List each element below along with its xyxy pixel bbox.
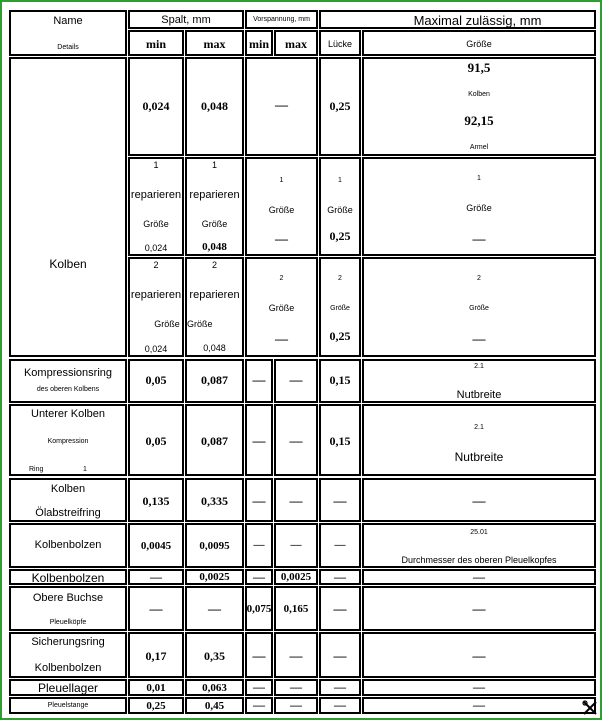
kolben-r2-vor-cell	[245, 157, 318, 256]
sich-luecke: —	[333, 648, 347, 663]
kolben-r1-min-cell	[128, 57, 184, 156]
oel-luecke-cell	[319, 478, 361, 522]
kolben-r3-max-cell	[185, 257, 244, 357]
oel-vmax: —	[289, 493, 303, 508]
sich-luecke-cell	[319, 632, 361, 678]
stange-groesse: —	[473, 698, 485, 712]
header-min: min	[145, 37, 166, 51]
bolzen2-luecke-cell	[319, 569, 361, 585]
header-details: Details	[57, 44, 79, 51]
kolben-r3-vor-cell	[245, 257, 318, 357]
stange-vmin: —	[253, 698, 265, 712]
unter-name: Unterer Kolben	[31, 408, 105, 420]
kolben-r1-max-cell	[185, 57, 244, 156]
stange-luecke: —	[334, 698, 346, 712]
komp-max: 0,087	[201, 373, 228, 387]
bolzen1-vmax-cell	[274, 523, 318, 568]
tools-icon	[582, 700, 598, 716]
bolzen1-vmin: —	[253, 539, 265, 551]
unter-name-ring: Ring	[29, 466, 44, 473]
pleuel-min: 0,01	[146, 682, 166, 694]
kolben-r3-max-n: 2	[211, 260, 217, 270]
oel-name-sub: Ölabstreifring	[35, 507, 101, 519]
buchse-max: —	[208, 601, 221, 616]
kolben-r2-groesse-cell	[362, 157, 596, 256]
bolzen2-min-cell	[128, 569, 184, 585]
kolben-r3-g-n: 2	[477, 275, 481, 282]
stange-vmax-cell	[274, 697, 318, 714]
kolben-r2-min-cell	[128, 157, 184, 256]
unter-luecke-cell	[319, 404, 361, 476]
kolben-r1-luecke: 0,25	[329, 99, 351, 113]
bolzen2-luecke: —	[334, 570, 346, 584]
kolben-r3-min-a: reparieren	[130, 289, 182, 301]
kolben-r3-luecke-cell	[319, 257, 361, 357]
pleuel-luecke-cell	[319, 679, 361, 696]
buchse-groesse: —	[472, 601, 486, 616]
stange-luecke-cell	[319, 697, 361, 714]
pleuel-vmax: —	[290, 680, 302, 694]
kolben-r1-g1-label: Kolben	[468, 91, 490, 98]
stange-groesse-cell	[362, 697, 596, 714]
bolzen1-min-cell	[128, 523, 184, 568]
oel-name-cell	[9, 478, 127, 522]
bolzen2-vmin: —	[253, 570, 265, 584]
sich-groesse: —	[472, 648, 486, 663]
pleuel-luecke: —	[334, 680, 346, 694]
kolben-r3-vor-a: Größe	[268, 303, 295, 313]
unter-min-cell	[128, 404, 184, 476]
bolzen2-name: Kolbenbolzen	[31, 571, 105, 585]
stange-max-cell	[185, 697, 244, 714]
kolben-r3-min-n: 2	[153, 260, 159, 270]
pleuel-name: Pleuellager	[37, 681, 99, 695]
unter-vmin: —	[252, 433, 266, 448]
bolzen1-name-cell	[9, 523, 127, 568]
buchse-vmin: 0,075	[246, 603, 272, 615]
kolben-r3-g-a: Größe	[469, 305, 489, 312]
header-name: Name	[53, 15, 83, 27]
kolben-r1-vor: —	[275, 97, 288, 112]
unter-vmin-cell	[245, 404, 273, 476]
kolben-r1-min: 0,024	[142, 99, 170, 113]
komp-name: Kompressionsring	[23, 367, 113, 379]
unter-name-number: 1	[83, 466, 87, 473]
unter-vmax-cell	[274, 404, 318, 476]
header-maximal-cell	[319, 10, 596, 29]
kolben-r2-max-cell	[185, 157, 244, 256]
oel-max-cell	[185, 478, 244, 522]
kolben-r2-g-a: Größe	[466, 203, 492, 213]
bolzen1-min: 0,0045	[140, 540, 172, 552]
header-min-cell	[128, 30, 184, 56]
oel-luecke: —	[333, 493, 347, 508]
sich-name-sub: Kolbenbolzen	[34, 662, 102, 674]
komp-vmax: —	[289, 372, 303, 387]
komp-name-sub: des oberen Kolbens	[36, 386, 100, 393]
sich-max-cell	[185, 632, 244, 678]
kolben-r2-vor-n: 1	[279, 177, 284, 184]
kolben-name-cell	[9, 57, 127, 357]
kolben-r2-min-b: Größe	[143, 219, 169, 229]
bolzen2-vmin-cell	[245, 569, 273, 585]
bolzen2-max-cell	[185, 569, 244, 585]
komp-min-cell	[128, 359, 184, 403]
header-max2-cell	[274, 30, 318, 56]
kolben-r2-min-a: reparieren	[130, 189, 182, 201]
header-vorspannung-cell	[245, 10, 318, 29]
sich-min-cell	[128, 632, 184, 678]
stange-min: 0,25	[146, 700, 166, 712]
bolzen1-luecke-cell	[319, 523, 361, 568]
stange-name-cell	[9, 697, 127, 714]
bolzen1-g1: 25.01	[470, 529, 488, 536]
bolzen2-max: 0,0025	[199, 571, 230, 583]
kolben-r2-luecke-cell	[319, 157, 361, 256]
header-min2: min	[248, 37, 269, 51]
stange-vmax: —	[290, 698, 302, 712]
header-spalt-cell	[128, 10, 244, 29]
oel-groesse-cell	[362, 478, 596, 522]
unter-groesse-cell	[362, 404, 596, 476]
komp-groesse-cell	[362, 359, 596, 403]
kolben-r3-max-v: 0,048	[203, 343, 226, 353]
bolzen1-g2: Durchmesser des oberen Pleuelkopfes	[401, 555, 557, 565]
header-luecke-cell	[319, 30, 361, 56]
komp-name-cell	[9, 359, 127, 403]
buchse-name-sub: Pleuelköpfe	[49, 619, 87, 626]
buchse-name: Obere Buchse	[32, 592, 104, 604]
kolben-name: Kolben	[49, 257, 87, 271]
buchse-vmin-cell	[245, 586, 273, 631]
kolben-r3-lu-a: Größe	[330, 305, 350, 312]
kolben-r3-min-cell	[128, 257, 184, 357]
pleuel-vmax-cell	[274, 679, 318, 696]
komp-vmin: —	[252, 372, 266, 387]
sich-min: 0,17	[145, 649, 167, 663]
unter-max: 0,087	[201, 434, 228, 448]
sich-vmax-cell	[274, 632, 318, 678]
kolben-r1-g1: 91,5	[467, 60, 491, 75]
kolben-r3-vor-n: 2	[279, 275, 284, 282]
oel-vmin: —	[252, 493, 266, 508]
komp-vmax-cell	[274, 359, 318, 403]
header-maximal: Maximal zulässig, mm	[413, 13, 542, 28]
kolben-r2-lu-a: Größe	[327, 205, 353, 215]
header-min2-cell	[245, 30, 273, 56]
buchse-min-cell	[128, 586, 184, 631]
kolben-r3-min-b: Größe	[154, 319, 180, 329]
bolzen2-vmax-cell	[274, 569, 318, 585]
header-luecke: Lücke	[327, 39, 353, 49]
kolben-r2-min-v: 0,024	[144, 243, 168, 253]
komp-luecke-cell	[319, 359, 361, 403]
komp-max-cell	[185, 359, 244, 403]
kolben-r1-vor-cell	[245, 57, 318, 156]
header-groesse-cell	[362, 30, 596, 56]
sich-groesse-cell	[362, 632, 596, 678]
stange-vmin-cell	[245, 697, 273, 714]
oel-min: 0,135	[142, 494, 170, 508]
kolben-r2-lu-n: 1	[338, 177, 342, 184]
kolben-r3-groesse-cell	[362, 257, 596, 357]
bolzen2-groesse-cell	[362, 569, 596, 585]
pleuel-groesse-cell	[362, 679, 596, 696]
kolben-r3-g-v: —	[472, 331, 486, 346]
oel-min-cell	[128, 478, 184, 522]
kolben-r3-lu-v: 0,25	[329, 329, 351, 343]
kolben-r1-g2-label: Armel	[469, 144, 489, 151]
unter-min: 0,05	[145, 434, 167, 448]
unter-vmax: —	[289, 433, 303, 448]
komp-g1: 2.1	[474, 363, 484, 370]
bolzen1-name: Kolbenbolzen	[34, 539, 102, 551]
buchse-luecke: —	[333, 601, 347, 616]
kolben-r1-groesse-cell	[362, 57, 596, 156]
buchse-name-cell	[9, 586, 127, 631]
sich-vmax: —	[289, 648, 303, 663]
bolzen1-vmax: —	[290, 539, 302, 551]
kolben-r2-g-v: —	[472, 231, 486, 246]
komp-min: 0,05	[145, 373, 167, 387]
bolzen1-groesse-cell	[362, 523, 596, 568]
oel-vmin-cell	[245, 478, 273, 522]
kolben-r1-g2: 92,15	[464, 113, 494, 128]
buchse-vmax-cell	[274, 586, 318, 631]
kolben-r2-max-a: reparieren	[189, 189, 240, 201]
unter-name-cell	[9, 404, 127, 476]
bolzen2-name-cell	[9, 569, 127, 585]
header-max: max	[203, 37, 226, 51]
bolzen2-min: —	[150, 570, 162, 584]
kolben-r2-vor-a: Größe	[268, 205, 295, 215]
bolzen1-vmin-cell	[245, 523, 273, 568]
sich-vmin: —	[252, 648, 266, 663]
sich-name: Sicherungsring	[31, 636, 105, 648]
oel-groesse: —	[472, 493, 486, 508]
header-max-cell	[185, 30, 244, 56]
bolzen1-luecke: —	[334, 539, 346, 551]
sich-max: 0,35	[204, 649, 225, 663]
kolben-r2-min-n: 1	[153, 160, 159, 170]
pleuel-max: 0,063	[202, 682, 227, 694]
unter-max-cell	[185, 404, 244, 476]
buchse-vmax: 0,165	[283, 603, 309, 615]
unter-name-sub: Kompression	[47, 438, 89, 445]
bolzen2-groesse: —	[473, 570, 485, 584]
kolben-r2-lu-v: 0,25	[329, 229, 351, 243]
buchse-min: —	[149, 601, 163, 616]
bolzen2-vmax: 0,0025	[280, 571, 312, 583]
kolben-r2-max-b: Größe	[201, 219, 228, 229]
header-spalt: Spalt, mm	[161, 14, 211, 26]
bolzen1-max-cell	[185, 523, 244, 568]
komp-vmin-cell	[245, 359, 273, 403]
bolzen1-max: 0,0095	[199, 540, 230, 552]
kolben-r2-g-n: 1	[477, 175, 481, 182]
pleuel-max-cell	[185, 679, 244, 696]
stange-max: 0,45	[204, 700, 225, 712]
kolben-r3-max-a: reparieren	[189, 289, 240, 301]
header-name-cell	[9, 10, 127, 56]
komp-luecke: 0,15	[329, 373, 351, 387]
header-vorspannung: Vorspannung, mm	[253, 16, 310, 23]
buchse-groesse-cell	[362, 586, 596, 631]
kolben-r3-vor-v: —	[275, 331, 288, 346]
buchse-luecke-cell	[319, 586, 361, 631]
pleuel-vmin: —	[253, 680, 265, 694]
kolben-r2-vor-v: —	[275, 231, 288, 246]
komp-g2: Nutbreite	[456, 389, 502, 401]
header-max2: max	[285, 37, 307, 51]
oel-vmax-cell	[274, 478, 318, 522]
sich-name-cell	[9, 632, 127, 678]
pleuel-groesse: —	[473, 680, 485, 694]
kolben-r3-max-b: Größe	[187, 319, 213, 329]
oel-max: 0,335	[201, 494, 228, 508]
pleuel-name-cell	[9, 679, 127, 696]
header-groesse: Größe	[466, 39, 492, 49]
kolben-r3-lu-n: 2	[338, 275, 342, 282]
kolben-r1-luecke-cell	[319, 57, 361, 156]
unter-luecke: 0,15	[329, 434, 351, 448]
sich-vmin-cell	[245, 632, 273, 678]
kolben-r2-max-n: 1	[211, 160, 217, 170]
pleuel-vmin-cell	[245, 679, 273, 696]
pleuel-min-cell	[128, 679, 184, 696]
kolben-r1-max: 0,048	[201, 99, 228, 113]
kolben-r3-min-v: 0,024	[144, 344, 168, 354]
stange-min-cell	[128, 697, 184, 714]
buchse-max-cell	[185, 586, 244, 631]
stange-name: Pleuelstange	[47, 702, 89, 709]
oel-name: Kolben	[50, 483, 86, 495]
unter-g2: Nutbreite	[454, 450, 504, 464]
kolben-r2-max-v: 0,048	[202, 241, 227, 253]
unter-g1: 2.1	[474, 424, 484, 431]
